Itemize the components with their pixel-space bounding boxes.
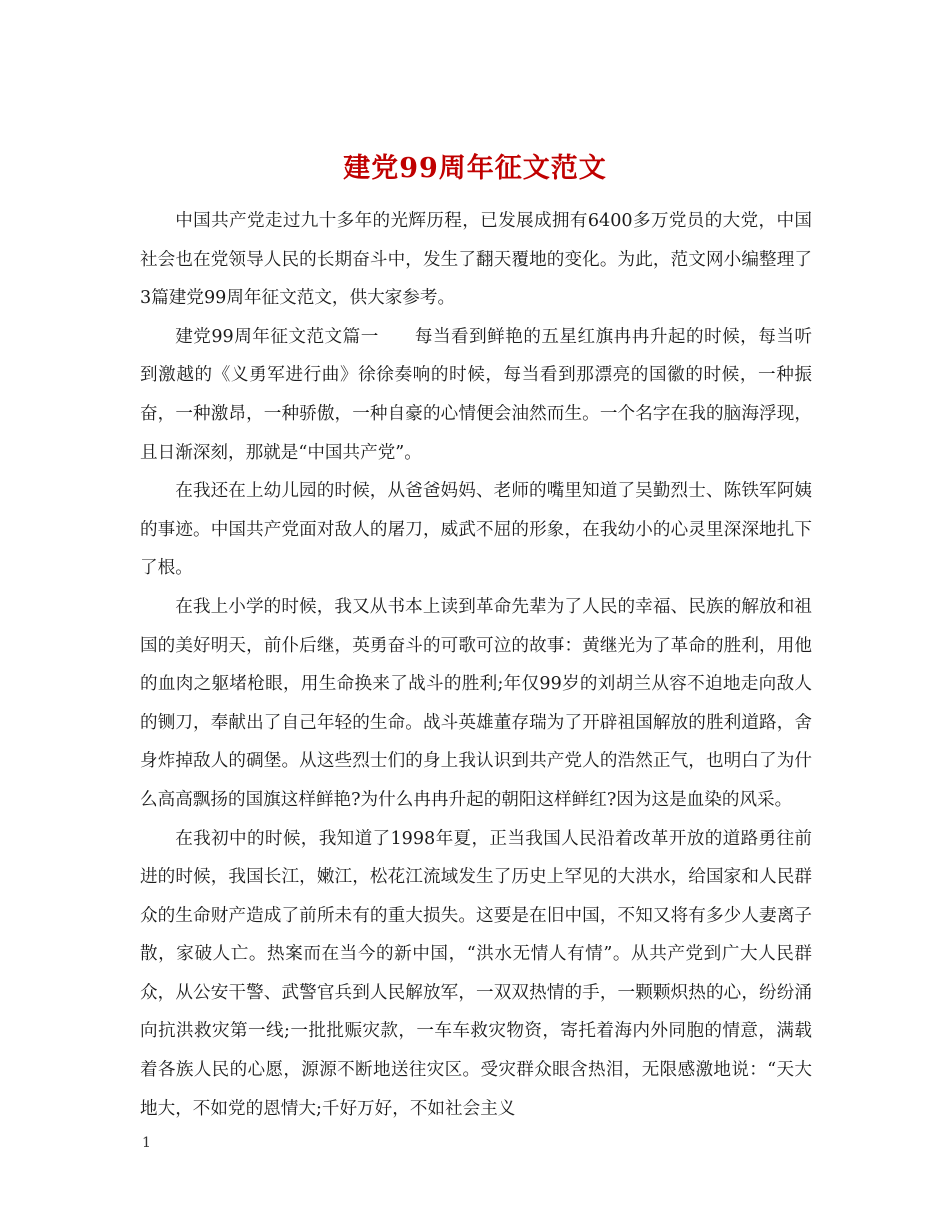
- paragraph: 在我还在上幼儿园的时候，从爸爸妈妈、老师的嘴里知道了吴勤烈士、陈铁军阿姨的事迹。中国共产党面对敌人的屠刀，威武不屈的形象，在我幼小的心灵里深深地扎下了根。: [140, 481, 812, 579]
- paragraph: 在我初中的时候，我知道了1998年夏，正当我国人民沿着改革开放的道路勇往前进的时候，我国长江，嫩江，松花江流域发生了历史上罕见的大洪水，给国家和人民群众的生命财产造成了前所未有的重大损失。这要是在旧中国，不知又将有多少人妻离子散，家破人亡。热案而在当今的新中国，“洪水无情人有情”。从共产党到广大人民群众，从公安干警、武警官兵到人民解放军，一双双热情的手，一颗颗炽热的心，纷纷涌向抗洪救灾第一线;一批批赈灾款，一车车救灾物资，寄托着海内外同胞的情意，满载着各族人民的心愿，源源不断地送往灾区。受灾群众眼含热泪，无限感激地说：“天大地大，不如党的恩情大;千好万好，不如社会主义: [140, 828, 812, 1119]
- document-title: 建党99周年征文范文: [343, 153, 607, 185]
- paragraph: 中国共产党走过九十多年的光辉历程，已发展成拥有6400多万党员的大党，中国社会也在党领导人民的长期奋斗中，发生了翻天覆地的变化。为此，范文网小编整理了3篇建党99周年征文范文，供大家参考。: [140, 211, 812, 309]
- paragraph: 建党99周年征文范文篇一 每当看到鲜艳的五星红旗冉冉升起的时候，每当听到激越的《义勇军进行曲》徐徐奏响的时候，每当看到那漂亮的国徽的时候，一种振奋，一种激昂，一种骄傲，一种自豪的心情便会油然而生。一个名字在我的脑海浮现，且日渐深刻，那就是“中国共产党”。: [140, 326, 812, 463]
- page-number: 1: [142, 1135, 151, 1151]
- paragraph: 在我上小学的时候，我又从书本上读到革命先辈为了人民的幸福、民族的解放和祖国的美好明天，前仆后继，英勇奋斗的可歌可泣的故事：黄继光为了革命的胜利，用他的血肉之躯堵枪眼，用生命换来了战斗的胜利;年仅99岁的刘胡兰从容不迫地走向敌人的铡刀，奉献出了自己年轻的生命。战斗英雄董存瑞为了开辟祖国解放的胜利道路，舍身炸掉敌人的碉堡。从这些烈士们的身上我认识到共产党人的浩然正气，也明白了为什么高高飘扬的国旗这样鲜艳?为什么冉冉升起的朝阳这样鲜红?因为这是血染的风采。: [140, 596, 812, 810]
- document-body: [140, 202, 812, 1128]
